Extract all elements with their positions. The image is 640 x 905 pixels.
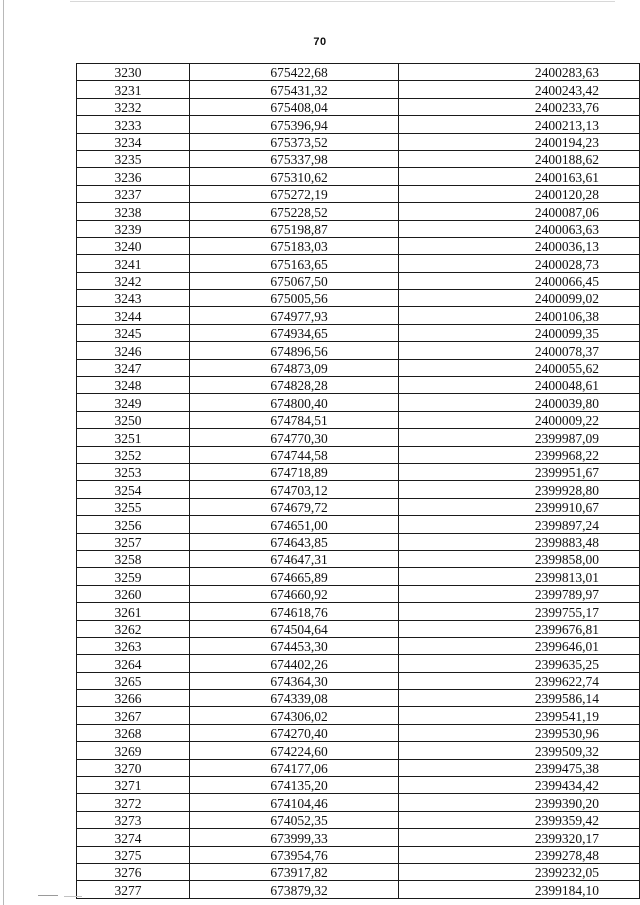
y-coordinate-cell: 2400106,38: [399, 307, 640, 324]
x-coordinate-cell: 675067,50: [190, 272, 399, 289]
y-coordinate-cell: 2400188,62: [399, 150, 640, 167]
x-coordinate-cell: 674873,09: [190, 359, 399, 376]
point-number-cell: 3247: [77, 359, 190, 376]
table-row: [77, 429, 640, 446]
table-row: [77, 342, 640, 359]
table-row: [77, 150, 640, 167]
y-coordinate-cell: 2399278,48: [399, 846, 640, 863]
x-coordinate-cell: 674647,31: [190, 550, 399, 567]
point-number-cell: 3232: [77, 98, 190, 115]
y-coordinate-cell: 2400048,61: [399, 377, 640, 394]
y-coordinate-cell: 2400087,06: [399, 203, 640, 220]
x-coordinate-cell: 675408,04: [190, 98, 399, 115]
x-coordinate-cell: 675272,19: [190, 185, 399, 202]
table-row: [77, 359, 640, 376]
point-number-cell: 3260: [77, 585, 190, 602]
y-coordinate-cell: 2399813,01: [399, 568, 640, 585]
x-coordinate-cell: 674828,28: [190, 377, 399, 394]
y-coordinate-cell: 2399646,01: [399, 637, 640, 654]
y-coordinate-cell: 2399968,22: [399, 446, 640, 463]
table-row: [77, 116, 640, 133]
y-coordinate-cell: 2400028,73: [399, 255, 640, 272]
y-coordinate-cell: 2399910,67: [399, 498, 640, 515]
point-number-cell: 3243: [77, 290, 190, 307]
table-row: [77, 237, 640, 254]
y-coordinate-cell: 2399232,05: [399, 863, 640, 880]
point-number-cell: 3242: [77, 272, 190, 289]
table-row: [77, 620, 640, 637]
table-row: [77, 168, 640, 185]
coordinates-table-body: [77, 64, 640, 899]
y-coordinate-cell: 2400078,37: [399, 342, 640, 359]
table-row: [77, 98, 640, 115]
x-coordinate-cell: 675396,94: [190, 116, 399, 133]
y-coordinate-cell: 2399897,24: [399, 516, 640, 533]
table-row: [77, 777, 640, 794]
y-coordinate-cell: 2399475,38: [399, 759, 640, 776]
table-row: [77, 290, 640, 307]
y-coordinate-cell: 2399635,25: [399, 655, 640, 672]
y-coordinate-cell: 2400009,22: [399, 411, 640, 428]
table-row: [77, 481, 640, 498]
x-coordinate-cell: 674665,89: [190, 568, 399, 585]
point-number-cell: 3248: [77, 377, 190, 394]
y-coordinate-cell: 2399359,42: [399, 811, 640, 828]
x-coordinate-cell: 674177,06: [190, 759, 399, 776]
x-coordinate-cell: 674104,46: [190, 794, 399, 811]
x-coordinate-cell: 675337,98: [190, 150, 399, 167]
point-number-cell: 3245: [77, 324, 190, 341]
y-coordinate-cell: 2399541,19: [399, 707, 640, 724]
scan-edge-left: [3, 0, 4, 905]
y-coordinate-cell: 2399928,80: [399, 481, 640, 498]
point-number-cell: 3249: [77, 394, 190, 411]
point-number-cell: 3244: [77, 307, 190, 324]
table-row: [77, 759, 640, 776]
y-coordinate-cell: 2400233,76: [399, 98, 640, 115]
x-coordinate-cell: 674800,40: [190, 394, 399, 411]
x-coordinate-cell: 674052,35: [190, 811, 399, 828]
y-coordinate-cell: 2399755,17: [399, 603, 640, 620]
x-coordinate-cell: 674660,92: [190, 585, 399, 602]
point-number-cell: 3241: [77, 255, 190, 272]
point-number-cell: 3238: [77, 203, 190, 220]
table-row: [77, 64, 640, 81]
table-row: [77, 881, 640, 898]
point-number-cell: 3267: [77, 707, 190, 724]
x-coordinate-cell: 674651,00: [190, 516, 399, 533]
x-coordinate-cell: 674364,30: [190, 672, 399, 689]
point-number-cell: 3259: [77, 568, 190, 585]
y-coordinate-cell: 2400039,80: [399, 394, 640, 411]
x-coordinate-cell: 675373,52: [190, 133, 399, 150]
point-number-cell: 3251: [77, 429, 190, 446]
x-coordinate-cell: 673879,32: [190, 881, 399, 898]
point-number-cell: 3269: [77, 742, 190, 759]
table-row: [77, 255, 640, 272]
point-number-cell: 3272: [77, 794, 190, 811]
y-coordinate-cell: 2399530,96: [399, 724, 640, 741]
table-row: [77, 133, 640, 150]
x-coordinate-cell: 674934,65: [190, 324, 399, 341]
point-number-cell: 3236: [77, 168, 190, 185]
y-coordinate-cell: 2399586,14: [399, 690, 640, 707]
point-number-cell: 3230: [77, 64, 190, 81]
y-coordinate-cell: 2400120,28: [399, 185, 640, 202]
x-coordinate-cell: 675005,56: [190, 290, 399, 307]
x-coordinate-cell: 674224,60: [190, 742, 399, 759]
x-coordinate-cell: 673954,76: [190, 846, 399, 863]
y-coordinate-cell: 2399509,32: [399, 742, 640, 759]
x-coordinate-cell: 674270,40: [190, 724, 399, 741]
table-row: [77, 846, 640, 863]
table-row: [77, 220, 640, 237]
y-coordinate-cell: 2400163,61: [399, 168, 640, 185]
point-number-cell: 3255: [77, 498, 190, 515]
scan-bottom-mark: [64, 896, 82, 897]
table-row: [77, 324, 640, 341]
x-coordinate-cell: 674784,51: [190, 411, 399, 428]
point-number-cell: 3271: [77, 777, 190, 794]
table-row: [77, 742, 640, 759]
point-number-cell: 3235: [77, 150, 190, 167]
x-coordinate-cell: 674679,72: [190, 498, 399, 515]
point-number-cell: 3231: [77, 81, 190, 98]
point-number-cell: 3234: [77, 133, 190, 150]
table-row: [77, 411, 640, 428]
table-row: [77, 446, 640, 463]
x-coordinate-cell: 674618,76: [190, 603, 399, 620]
y-coordinate-cell: 2400066,45: [399, 272, 640, 289]
table-row: [77, 516, 640, 533]
y-coordinate-cell: 2399434,42: [399, 777, 640, 794]
x-coordinate-cell: 673917,82: [190, 863, 399, 880]
y-coordinate-cell: 2399789,97: [399, 585, 640, 602]
x-coordinate-cell: 674453,30: [190, 637, 399, 654]
table-row: [77, 533, 640, 550]
y-coordinate-cell: 2400063,63: [399, 220, 640, 237]
table-row: [77, 863, 640, 880]
table-row: [77, 655, 640, 672]
y-coordinate-cell: 2399390,20: [399, 794, 640, 811]
table-row: [77, 185, 640, 202]
table-row: [77, 811, 640, 828]
y-coordinate-cell: 2400099,02: [399, 290, 640, 307]
y-coordinate-cell: 2399987,09: [399, 429, 640, 446]
scan-top-line: [70, 1, 615, 2]
table-row: [77, 585, 640, 602]
x-coordinate-cell: 674896,56: [190, 342, 399, 359]
point-number-cell: 3252: [77, 446, 190, 463]
table-row: [77, 690, 640, 707]
point-number-cell: 3246: [77, 342, 190, 359]
x-coordinate-cell: 674643,85: [190, 533, 399, 550]
point-number-cell: 3253: [77, 463, 190, 480]
table-row: [77, 672, 640, 689]
x-coordinate-cell: 674402,26: [190, 655, 399, 672]
y-coordinate-cell: 2400213,13: [399, 116, 640, 133]
point-number-cell: 3265: [77, 672, 190, 689]
table-row: [77, 603, 640, 620]
coordinates-table: [76, 63, 640, 899]
y-coordinate-cell: 2399184,10: [399, 881, 640, 898]
point-number-cell: 3275: [77, 846, 190, 863]
table-row: [77, 498, 640, 515]
y-coordinate-cell: 2400283,63: [399, 64, 640, 81]
y-coordinate-cell: 2399858,00: [399, 550, 640, 567]
table-row: [77, 307, 640, 324]
x-coordinate-cell: 673999,33: [190, 829, 399, 846]
x-coordinate-cell: 674306,02: [190, 707, 399, 724]
y-coordinate-cell: 2399676,81: [399, 620, 640, 637]
y-coordinate-cell: 2399883,48: [399, 533, 640, 550]
y-coordinate-cell: 2399622,74: [399, 672, 640, 689]
point-number-cell: 3233: [77, 116, 190, 133]
y-coordinate-cell: 2400036,13: [399, 237, 640, 254]
table-row: [77, 463, 640, 480]
table-row: [77, 707, 640, 724]
x-coordinate-cell: 675163,65: [190, 255, 399, 272]
point-number-cell: 3270: [77, 759, 190, 776]
x-coordinate-cell: 675183,03: [190, 237, 399, 254]
y-coordinate-cell: 2399951,67: [399, 463, 640, 480]
y-coordinate-cell: 2400194,23: [399, 133, 640, 150]
x-coordinate-cell: 675198,87: [190, 220, 399, 237]
point-number-cell: 3262: [77, 620, 190, 637]
point-number-cell: 3277: [77, 881, 190, 898]
x-coordinate-cell: 674504,64: [190, 620, 399, 637]
y-coordinate-cell: 2400243,42: [399, 81, 640, 98]
x-coordinate-cell: 674770,30: [190, 429, 399, 446]
point-number-cell: 3257: [77, 533, 190, 550]
point-number-cell: 3239: [77, 220, 190, 237]
point-number-cell: 3263: [77, 637, 190, 654]
table-row: [77, 377, 640, 394]
point-number-cell: 3254: [77, 481, 190, 498]
x-coordinate-cell: 675431,32: [190, 81, 399, 98]
table-row: [77, 272, 640, 289]
table-row: [77, 637, 640, 654]
table-row: [77, 568, 640, 585]
x-coordinate-cell: 675228,52: [190, 203, 399, 220]
table-row: [77, 550, 640, 567]
point-number-cell: 3250: [77, 411, 190, 428]
x-coordinate-cell: 674135,20: [190, 777, 399, 794]
x-coordinate-cell: 674339,08: [190, 690, 399, 707]
table-row: [77, 829, 640, 846]
point-number-cell: 3258: [77, 550, 190, 567]
table-row: [77, 794, 640, 811]
scan-bottom-mark: [38, 895, 58, 896]
x-coordinate-cell: 674718,89: [190, 463, 399, 480]
point-number-cell: 3268: [77, 724, 190, 741]
y-coordinate-cell: 2399320,17: [399, 829, 640, 846]
x-coordinate-cell: 674744,58: [190, 446, 399, 463]
table-row: [77, 203, 640, 220]
point-number-cell: 3237: [77, 185, 190, 202]
point-number-cell: 3264: [77, 655, 190, 672]
table-row: [77, 394, 640, 411]
point-number-cell: 3273: [77, 811, 190, 828]
point-number-cell: 3240: [77, 237, 190, 254]
x-coordinate-cell: 674977,93: [190, 307, 399, 324]
page-number: 70: [313, 36, 327, 48]
point-number-cell: 3256: [77, 516, 190, 533]
y-coordinate-cell: 2400099,35: [399, 324, 640, 341]
point-number-cell: 3276: [77, 863, 190, 880]
x-coordinate-cell: 675422,68: [190, 64, 399, 81]
table-row: [77, 724, 640, 741]
x-coordinate-cell: 674703,12: [190, 481, 399, 498]
x-coordinate-cell: 675310,62: [190, 168, 399, 185]
point-number-cell: 3274: [77, 829, 190, 846]
table-row: [77, 81, 640, 98]
y-coordinate-cell: 2400055,62: [399, 359, 640, 376]
point-number-cell: 3261: [77, 603, 190, 620]
point-number-cell: 3266: [77, 690, 190, 707]
